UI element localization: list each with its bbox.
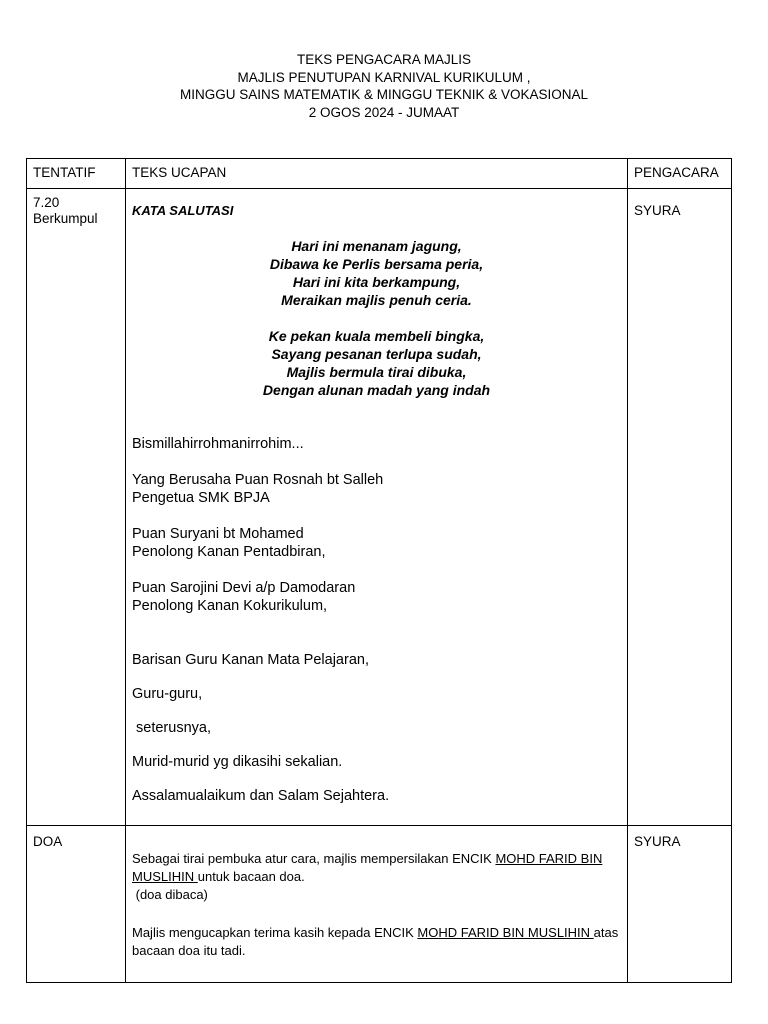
tentatif-label: DOA [33, 834, 63, 849]
header-subevent: MINGGU SAINS MATEMATIK & MINGGU TEKNIK & VOKASIONAL [179, 87, 589, 102]
speech-cell [126, 826, 628, 983]
table-header-row [27, 159, 732, 189]
greeting-line: Assalamualaikum dan Salam Sejahtera. [132, 788, 390, 804]
pantun-line: Hari ini menanam jagung, [291, 238, 462, 254]
dignitary-3: Puan Sarojini Devi a/p Damodaran Penolong Kanan Kokurikulum, [132, 580, 356, 614]
reciter-name: MOHD FARID BIN MUSLIHIN [132, 851, 603, 884]
pantun-line: Majlis bermula tirai dibuka, [286, 364, 467, 380]
salutation-text [132, 435, 621, 805]
doa-note: (doa dibaca) [132, 887, 208, 902]
greeting-line: Barisan Guru Kanan Mata Pelajaran, [132, 652, 369, 668]
document-header [0, 51, 768, 121]
pantun [132, 237, 621, 399]
header-date: 2 OGOS 2024 - JUMAAT [308, 104, 460, 120]
doa-invitation: Sebagai tirai pembuka atur cara, majlis mempersilakan ENCIK MOHD FARID BIN MUSLIHIN untuk bacaan doa. [132, 851, 603, 884]
table-row [27, 826, 732, 983]
program-table [26, 158, 732, 983]
pantun-stanza-1 [132, 237, 621, 309]
tentatif-cell [27, 826, 126, 983]
emcee-name: SYURA [634, 203, 681, 218]
table-row [27, 189, 732, 826]
header-cell-tentatif: TENTATIF [27, 159, 126, 189]
emcee-cell [628, 189, 732, 826]
emcee-name: SYURA [634, 834, 681, 849]
dignitary-1: Yang Berusaha Puan Rosnah bt Salleh Pengetua SMK BPJA [132, 472, 384, 506]
pantun-line: Meraikan majlis penuh ceria. [281, 292, 472, 308]
greeting-line: seterusnya, [132, 720, 211, 736]
tentatif-cell [27, 189, 126, 826]
dignitary-2: Puan Suryani bt Mohamed Penolong Kanan Pentadbiran, [132, 526, 326, 560]
header-cell-teks-ucapan: TEKS UCAPAN [126, 159, 628, 189]
opening-line: Bismillahirrohmanirrohim... [132, 436, 304, 452]
emcee-cell [628, 826, 732, 983]
greeting-line: Murid-murid yg dikasihi sekalian. [132, 754, 343, 770]
time-label: 7.20 [33, 195, 60, 210]
header-title: TEKS PENGACARA MAJLIS [296, 52, 472, 67]
pantun-stanza-2 [132, 327, 621, 399]
activity-label: Berkumpul [33, 211, 98, 226]
pantun-line: Dengan alunan madah yang indah [262, 382, 491, 398]
pantun-line: Hari ini kita berkampung, [292, 274, 461, 290]
greeting-line: Guru-guru, [132, 686, 203, 702]
header-cell-pengacara: PENGACARA [628, 159, 732, 189]
doa-thanks: Majlis mengucapkan terima kasih kepada ENCIK MOHD FARID BIN MUSLIHIN atas bacaan doa itu tadi. [132, 925, 619, 958]
pantun-line: Sayang pesanan terlupa sudah, [271, 346, 482, 362]
section-heading: KATA SALUTASI [132, 203, 234, 218]
reciter-name: MOHD FARID BIN MUSLIHIN [417, 925, 594, 940]
speech-cell [126, 189, 628, 826]
header-event: MAJLIS PENUTUPAN KARNIVAL KURIKULUM , [237, 69, 531, 85]
pantun-line: Dibawa ke Perlis bersama peria, [269, 256, 484, 272]
pantun-line: Ke pekan kuala membeli bingka, [268, 328, 485, 344]
